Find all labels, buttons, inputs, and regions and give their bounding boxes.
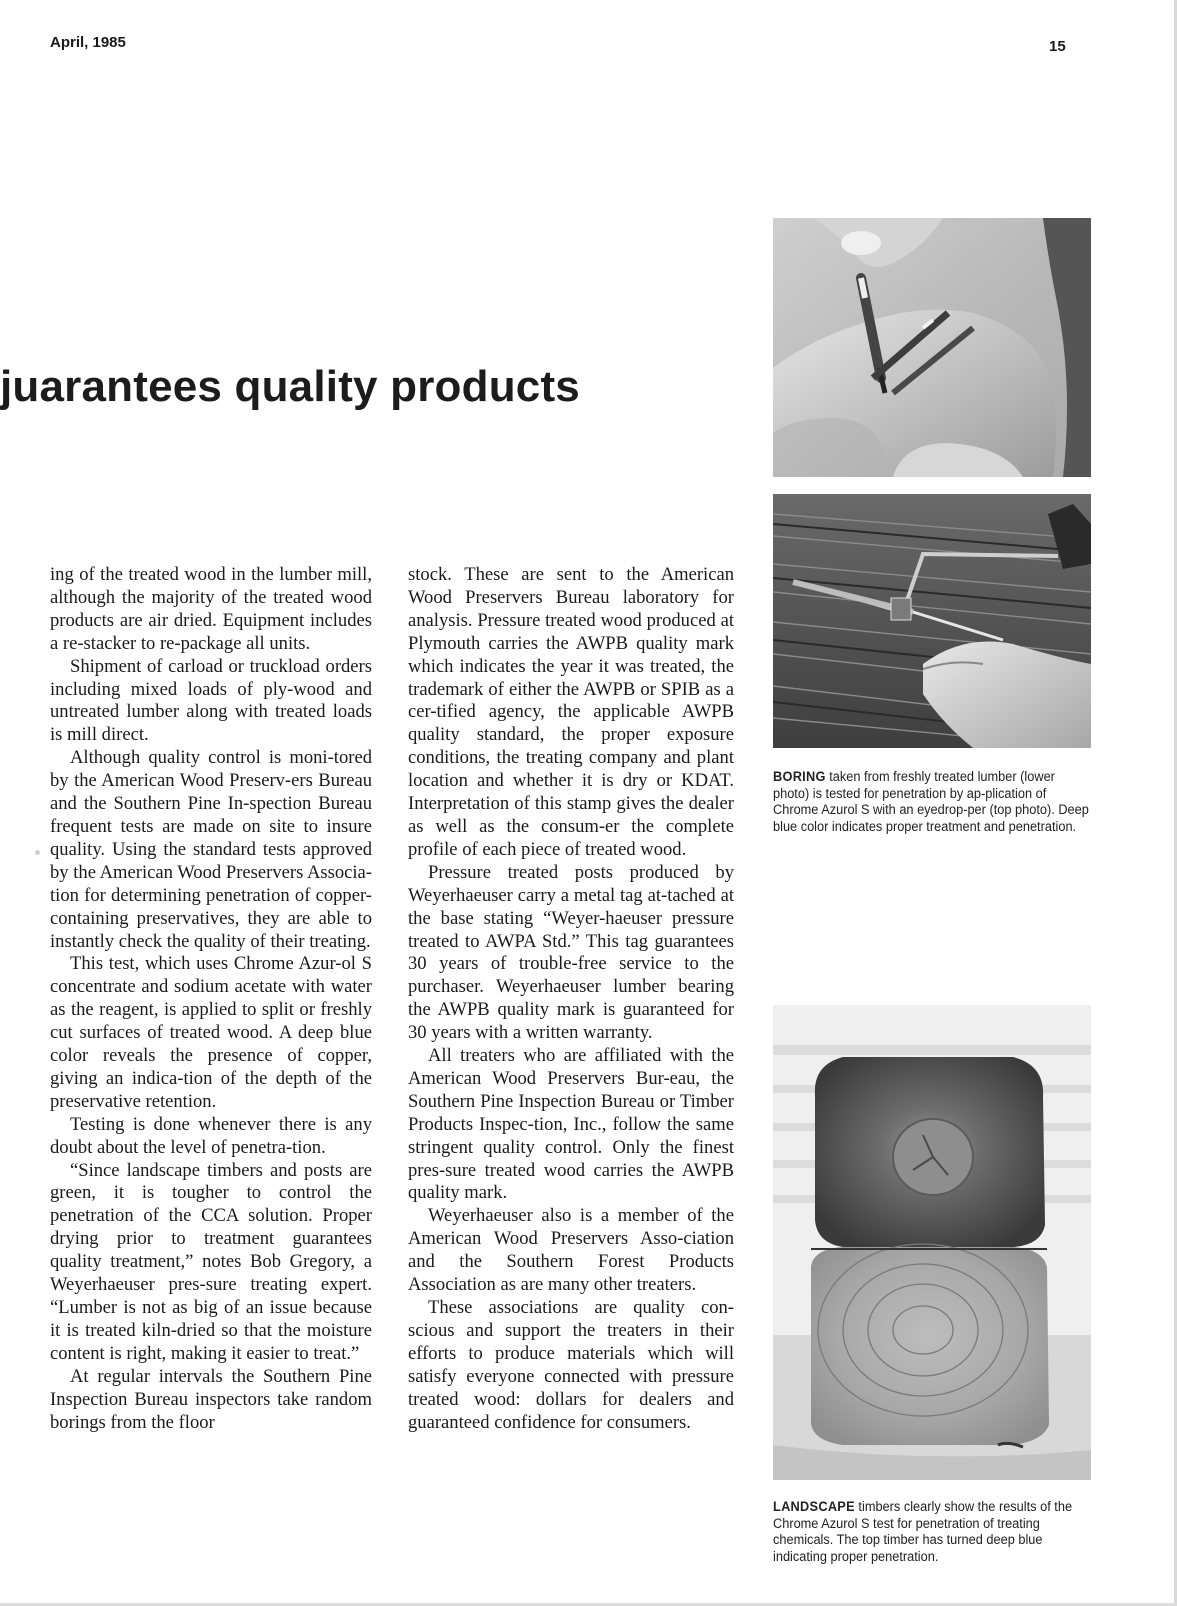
paragraph: Shipment of carload or truckload orders including mixed loads of ply-wood and untreated lumber along with treated loads is mill direct. — [50, 655, 372, 746]
scan-speck — [35, 850, 40, 855]
caption-lead: LANDSCAPE — [773, 1499, 855, 1515]
paragraph: All treaters who are affiliated with the American Wood Preservers Bur-eau, the Southern Pine Inspection Bureau or Timber Products Inspec-tion, Inc., follow the same stringent quality control. Only the finest pres-sure treated wood carries the AWPB quality mark. — [408, 1045, 734, 1204]
paragraph: Pressure treated posts produced by Weyerhaeuser carry a metal tag at-tached at the base stating “Weyer-haeuser pressure treated to AWPA Std.” This tag guarantees 30 years of trouble-free service to the purchaser. Weyerhaeuser lumber bearing the AWPB quality mark is guaranteed for 30 years with a written warranty. — [408, 861, 734, 1044]
headline: juarantees quality products — [0, 362, 580, 411]
paragraph: This test, which uses Chrome Azur-ol S concentrate and sodium acetate with water as the reagent, is applied to split or freshly cut surfaces of treated wood. A deep blue color reveals the presence of copper, giving an indica-tion of the depth of the preservative retention. — [50, 953, 372, 1112]
landscape-caption — [773, 1499, 1093, 1565]
paragraph: ing of the treated wood in the lumber mill, although the majority of the treated wood products are air dried. Equipment includes a re-stacker to re-package all units. — [50, 564, 372, 654]
landscape-timbers-photo — [773, 1005, 1091, 1480]
boring-tool-photo — [773, 494, 1091, 748]
caption-text: taken from freshly treated lumber (lower photo) is tested for penetration by ap-plication of Chrome Azurol S with an eyedrop-per (top photo). Deep blue color indicates proper treatment and penetration. — [773, 769, 1089, 835]
paragraph: “Since landscape timbers and posts are green, it is tougher to control the penetration of the CCA solution. Proper drying prior to treatment guarantees quality treatment,” notes Bob Gregory, a Weyerhaeuser pres-sure treating expert. “Lumber is not as big of an issue because it is treated kiln-dried so that the moisture content is right, making it easier to treat.” — [50, 1159, 372, 1364]
caption-lead: BORING — [773, 769, 826, 785]
paragraph: Testing is done whenever there is any doubt about the level of penetra-tion. — [50, 1113, 372, 1158]
body-column-2 — [408, 564, 734, 1434]
body-column-1 — [50, 564, 372, 1434]
paragraph: At regular intervals the Southern Pine Inspection Bureau inspectors take random borings from the floor — [50, 1365, 372, 1433]
paragraph: stock. These are sent to the American Wood Preservers Bureau laboratory for analysis. Pressure treated wood produced at Plymouth carries the AWPB quality mark which indicates the year it was treated, the trademark of either the AWPB or SPIB as a cer-tified agency, the applicable AWPB quality standard, the proper exposure conditions, the treating company and plant location and whether it is dry or KDAT. Interpretation of this stamp gives the dealer as well as the consum-er the complete profile of each piece of treated wood. — [408, 564, 734, 860]
paragraph: Although quality control is moni-tored by the American Wood Preserv-ers Bureau and the Southern Pine In-spection Bureau frequent tests are made on site to insure quality. Using the standard tests approved by the American Wood Preservers Associa-tion for determining penetration of copper-containing preservatives, they are able to instantly check the quality of their treating. — [50, 747, 372, 952]
eyedropper-photo — [773, 218, 1091, 477]
page-number: 15 — [1049, 38, 1066, 55]
issue-date: April, 1985 — [50, 34, 126, 51]
caption-text: timbers clearly show the results of the Chrome Azurol S test for penetration of treating chemicals. The top timber has turned deep blue indicating proper penetration. — [773, 1499, 1073, 1565]
paragraph: These associations are quality con-scious and support the treaters in their efforts to produce materials which will satisfy everyone connected with pressure treated wood: dollars for dealers and guaranteed confidence for consumers. — [408, 1297, 734, 1433]
paragraph: Weyerhaeuser also is a member of the American Wood Preservers Asso-ciation and the Southern Forest Products Association as are many other treaters. — [408, 1205, 734, 1296]
boring-caption — [773, 769, 1093, 835]
